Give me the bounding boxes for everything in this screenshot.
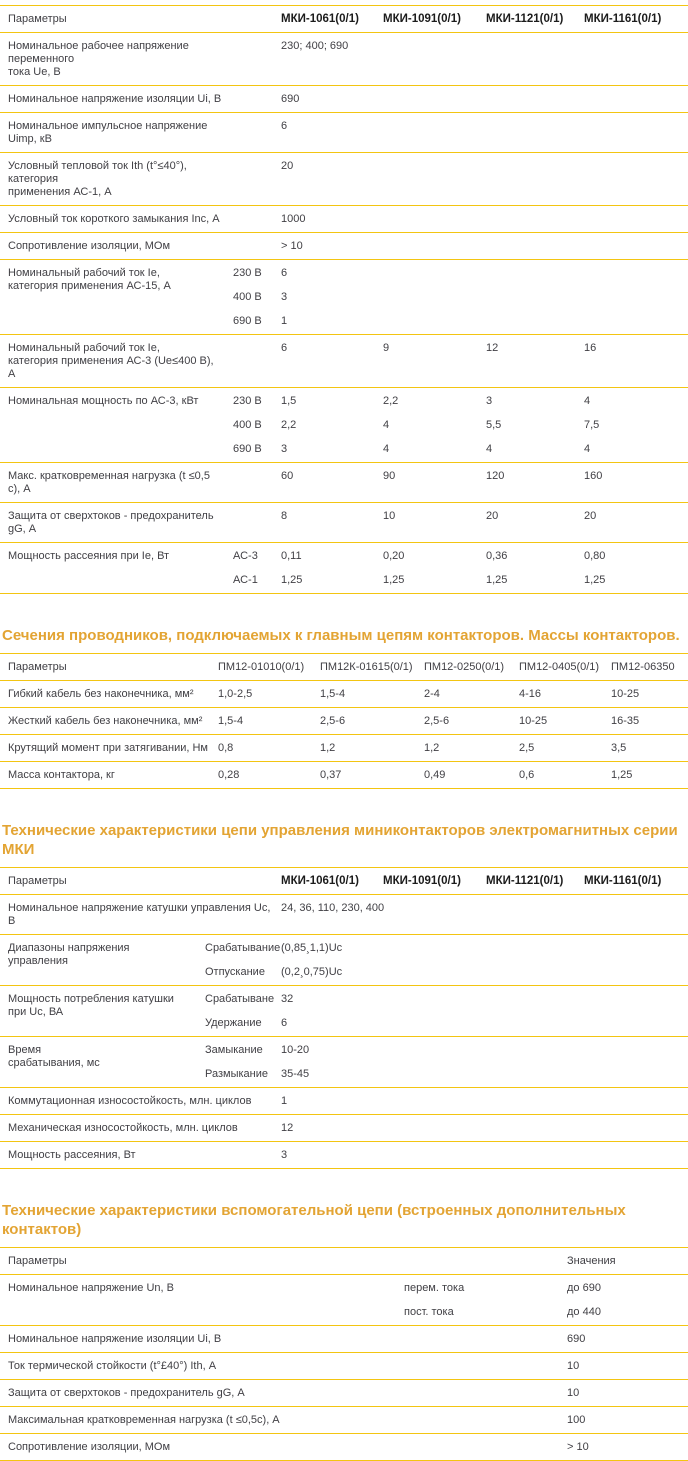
param-label (8, 942, 205, 968)
value-cell: 20 (584, 510, 597, 522)
table-row (0, 986, 688, 1037)
table-row (0, 153, 688, 206)
table-row (0, 935, 688, 986)
sub-label: АС-1 (233, 574, 258, 586)
param-label-line: Время (8, 1044, 42, 1056)
value-cell: 2,5 (519, 742, 535, 754)
table-header-row (0, 654, 688, 681)
value-cell: до 690 (567, 1282, 601, 1294)
column-header-params: Параметры (8, 661, 67, 673)
param-label-line: применения АС-1, А (8, 186, 112, 198)
section-heading-auxiliary-circuit: Технические характеристики вспомогательной цепи (встроенных дополнительных контактов) (2, 1202, 626, 1238)
table-row (0, 1142, 688, 1169)
table-row (0, 1326, 688, 1353)
table-row (0, 1407, 688, 1434)
section-heading-conductor-sections: Сечения проводников, подключаемых к главным цепям контакторов. Массы контакторов. (2, 627, 680, 644)
value-cell: 100 (567, 1414, 586, 1426)
param-label: Номинальное напряжение изоляции Ui, В (8, 1333, 222, 1345)
value-cell: 1,25 (611, 769, 633, 781)
sub-label: Удержание (205, 1017, 262, 1029)
conductor-sections-table (0, 653, 688, 789)
value-cell: 4 (584, 395, 591, 407)
value-cell: 1,5-4 (218, 715, 244, 727)
table-row (0, 463, 688, 503)
table-row (0, 1353, 688, 1380)
column-header-params: Параметры (8, 13, 67, 25)
value-cell: 160 (584, 470, 603, 482)
param-label-line: срабатывания, мс (8, 1057, 100, 1069)
param-label-line: Условный тепловой ток Ith (t°≤40°), категория (8, 160, 187, 185)
value-cell: 12 (281, 1122, 294, 1134)
value-cell: 10-25 (519, 715, 548, 727)
param-label (8, 160, 233, 199)
spec-page (0, 5, 688, 1461)
table-row (0, 762, 688, 789)
value-cell: > 10 (567, 1441, 589, 1453)
value-cell: 1,25 (281, 574, 303, 586)
param-label: Сопротивление изоляции, МОм (8, 1441, 171, 1453)
param-label-line: Номинальное рабочее напряжение переменного (8, 40, 189, 65)
value-cell: 3 (281, 443, 288, 455)
param-label-line: Номинальный рабочий ток Ie, (8, 267, 160, 279)
param-label: Максимальная кратковременная нагрузка (t ≤0,5с), А (8, 1414, 280, 1426)
value-cell: 8 (281, 510, 288, 522)
sub-label: 690 В (233, 315, 262, 327)
column-header-mki-1091: МКИ-1091(0/1) (383, 13, 461, 25)
value-cell: 10-25 (611, 688, 640, 700)
value-cell: 0,28 (218, 769, 240, 781)
value-cell: 0,6 (519, 769, 535, 781)
param-label (8, 267, 233, 293)
param-label-line: при Uc, ВА (8, 1006, 64, 1018)
param-label: Коммутационная износостойкость, млн. циклов (8, 1095, 252, 1107)
value-cell: 1,2 (424, 742, 440, 754)
table-row (0, 1380, 688, 1407)
table-row (0, 503, 688, 543)
column-header-pm12k-01615: ПМ12К-01615(0/1) (320, 661, 413, 673)
value-cell: 1,25 (584, 574, 606, 586)
param-label: Ток термической стойкости (t°£40°) Ith, А (8, 1360, 217, 1372)
param-label: Макс. кратковременная нагрузка (t ≤0,5 с), А (8, 470, 210, 495)
value-cell: (0,85¸1,1)Uc (281, 942, 343, 954)
value-cell: > 10 (281, 240, 303, 252)
value-cell: 1,5 (281, 395, 297, 407)
value-cell: 6 (281, 120, 288, 132)
table-row (0, 1088, 688, 1115)
value-cell: 16 (584, 342, 597, 354)
column-header-mki-1121: МКИ-1121(0/1) (486, 875, 564, 887)
value-cell: 6 (281, 342, 288, 354)
value-cell: 0,80 (584, 550, 606, 562)
table-row (0, 206, 688, 233)
value-cell: 120 (486, 470, 505, 482)
column-header-mki-1161: МКИ-1161(0/1) (584, 875, 662, 887)
param-label: Мощность рассеяния при Ie, Вт (8, 550, 170, 562)
main-params-table (0, 5, 688, 594)
value-cell: 1000 (281, 213, 306, 225)
value-cell: 1 (281, 315, 288, 327)
value-cell: 90 (383, 470, 396, 482)
value-cell: 10 (383, 510, 396, 522)
column-header-mki-1161: МКИ-1161(0/1) (584, 13, 662, 25)
param-label-line: категория применения АС-15, А (8, 280, 171, 292)
value-cell: 6 (281, 267, 288, 279)
param-label: Защита от сверхтоков - предохранитель gG, А (8, 1387, 245, 1399)
param-label: Номинальная мощность по АС-3, кВт (8, 395, 199, 407)
column-header-pm12-0405: ПМ12-0405(0/1) (519, 661, 600, 673)
param-label: Жесткий кабель без наконечника, мм² (8, 715, 203, 727)
sub-label: 690 В (233, 443, 262, 455)
sub-label: пост. тока (404, 1306, 454, 1318)
param-label (8, 40, 233, 79)
sub-label: АС-3 (233, 550, 258, 562)
column-header-params: Параметры (8, 1255, 67, 1267)
value-cell: 1,25 (486, 574, 508, 586)
value-cell: 4 (383, 419, 390, 431)
table-row (0, 543, 688, 594)
value-cell: до 440 (567, 1306, 601, 1318)
column-header-pm12-06350: ПМ12-06350 (611, 661, 675, 673)
column-header-params: Параметры (8, 875, 67, 887)
table-header-row (0, 1248, 688, 1275)
value-cell: 10 (567, 1360, 580, 1372)
value-cell: 3,5 (611, 742, 627, 754)
value-cell: 230; 400; 690 (281, 40, 349, 52)
value-cell: 10-20 (281, 1044, 310, 1056)
sub-label: 230 В (233, 395, 262, 407)
param-label: Гибкий кабель без наконечника, мм² (8, 688, 194, 700)
value-cell: 0,8 (218, 742, 234, 754)
value-cell: 690 (281, 93, 300, 105)
param-label (8, 1044, 205, 1070)
table-row (0, 335, 688, 388)
value-cell: 4-16 (519, 688, 542, 700)
param-label: Номинальное напряжение катушки управления Uc, В (8, 902, 271, 927)
table-row (0, 233, 688, 260)
table-row (0, 681, 688, 708)
table-row (0, 86, 688, 113)
value-cell: 3 (281, 291, 288, 303)
value-cell: 2,5-6 (320, 715, 346, 727)
column-header-pm12-0250: ПМ12-0250(0/1) (424, 661, 505, 673)
value-cell: 3 (281, 1149, 288, 1161)
section-heading-control-circuit: Технические характеристики цепи управления миниконтакторов электромагнитных серии МКИ (2, 822, 678, 858)
param-label: Сопротивление изоляции, МОм (8, 240, 171, 252)
sub-label: Замыкание (205, 1044, 263, 1056)
table-row (0, 1275, 688, 1326)
auxiliary-circuit-table (0, 1247, 688, 1461)
column-header-mki-1061: МКИ-1061(0/1) (281, 13, 359, 25)
param-label-line: Мощность потребления катушки (8, 993, 174, 1005)
value-cell: 0,49 (424, 769, 446, 781)
param-label: Номинальное напряжение изоляции Ui, В (8, 93, 222, 105)
table-row (0, 895, 688, 935)
param-label-line: категория применения АС-3 (Ue≤400 В), А (8, 355, 214, 380)
value-cell: 690 (567, 1333, 586, 1345)
param-label: Масса контактора, кг (8, 769, 115, 781)
value-cell: 16-35 (611, 715, 640, 727)
table-row (0, 735, 688, 762)
param-label-line: Диапазоны напряжения (8, 942, 130, 954)
value-cell: 12 (486, 342, 499, 354)
param-label: Крутящий момент при затягивании, Нм (8, 742, 208, 754)
value-cell: 60 (281, 470, 294, 482)
value-cell: 20 (486, 510, 499, 522)
value-cell: (0,2¸0,75)Uc (281, 966, 343, 978)
param-label-line: тока Ue, В (8, 66, 61, 78)
value-cell: 0,37 (320, 769, 342, 781)
param-label: Защита от сверхтоков - предохранитель gG, А (8, 510, 214, 535)
param-label: Мощность рассеяния, Вт (8, 1149, 136, 1161)
value-cell: 10 (567, 1387, 580, 1399)
value-cell: 4 (486, 443, 493, 455)
control-circuit-table (0, 867, 688, 1169)
param-label-line: управления (8, 955, 68, 967)
param-label (8, 342, 233, 381)
value-cell: 0,20 (383, 550, 405, 562)
column-header-pm12-01010: ПМ12-01010(0/1) (218, 661, 305, 673)
table-row (0, 708, 688, 735)
value-cell: 2,2 (281, 419, 297, 431)
param-label-line: Номинальный рабочий ток Ie, (8, 342, 160, 354)
value-cell: 1,25 (383, 574, 405, 586)
value-cell: 35-45 (281, 1068, 310, 1080)
value-cell: 3 (486, 395, 493, 407)
sub-label: Размыкание (205, 1068, 268, 1080)
param-label: Номинальное импульсное напряжение Uimp, кВ (8, 120, 208, 145)
value-cell: 5,5 (486, 419, 502, 431)
value-cell: 2,5-6 (424, 715, 450, 727)
value-cell: 4 (584, 443, 591, 455)
value-cell: 24, 36, 110, 230, 400 (281, 902, 385, 914)
param-label: Механическая износостойкость, млн. циклов (8, 1122, 238, 1134)
table-header-row (0, 868, 688, 895)
value-cell: 2-4 (424, 688, 440, 700)
table-row (0, 388, 688, 463)
sub-label: перем. тока (404, 1282, 465, 1294)
sub-label: Срабатыване (205, 993, 275, 1005)
table-row (0, 1434, 688, 1461)
table-row (0, 33, 688, 86)
value-cell: 1,2 (320, 742, 336, 754)
sub-label: Срабатывание (205, 942, 281, 954)
param-label: Условный ток короткого замыкания Inc, А (8, 213, 220, 225)
table-header-row (0, 6, 688, 33)
value-cell: 0,11 (281, 550, 302, 562)
value-cell: 6 (281, 1017, 288, 1029)
sub-label: 400 В (233, 419, 262, 431)
value-cell: 32 (281, 993, 294, 1005)
table-row (0, 260, 688, 335)
column-header-mki-1091: МКИ-1091(0/1) (383, 875, 461, 887)
param-label: Номинальное напряжение Un, В (8, 1282, 174, 1294)
column-header-values: Значения (567, 1255, 616, 1267)
table-row (0, 113, 688, 153)
value-cell: 9 (383, 342, 390, 354)
param-label (8, 993, 205, 1019)
value-cell: 1,5-4 (320, 688, 346, 700)
value-cell: 7,5 (584, 419, 600, 431)
sub-label: Отпускание (205, 966, 265, 978)
value-cell: 1 (281, 1095, 288, 1107)
value-cell: 0,36 (486, 550, 508, 562)
value-cell: 1,0-2,5 (218, 688, 253, 700)
table-row (0, 1037, 688, 1088)
column-header-mki-1061: МКИ-1061(0/1) (281, 875, 359, 887)
column-header-mki-1121: МКИ-1121(0/1) (486, 13, 564, 25)
value-cell: 2,2 (383, 395, 399, 407)
value-cell: 20 (281, 160, 294, 172)
table-row (0, 1115, 688, 1142)
value-cell: 4 (383, 443, 390, 455)
sub-label: 230 В (233, 267, 262, 279)
sub-label: 400 В (233, 291, 262, 303)
